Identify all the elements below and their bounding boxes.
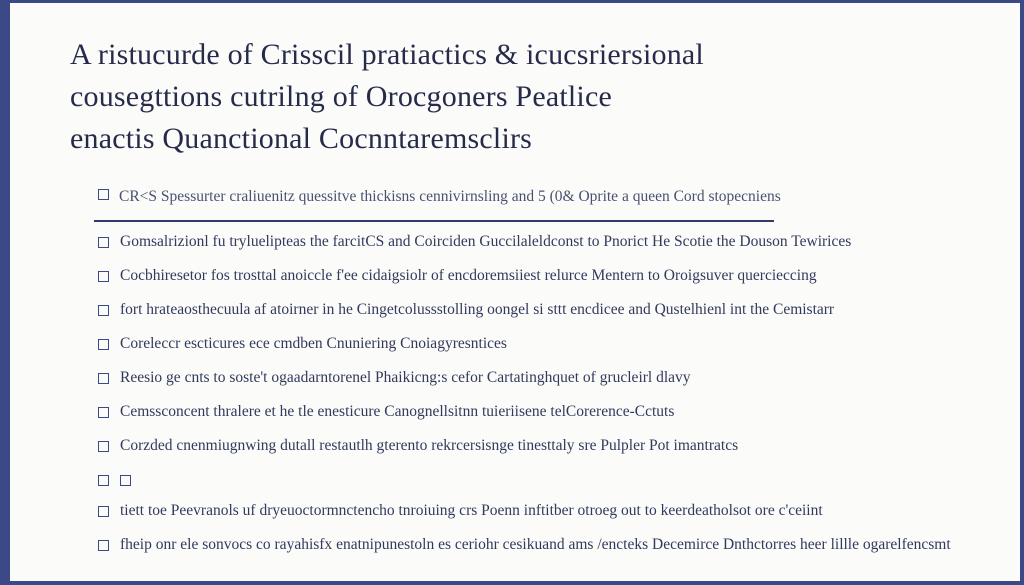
list-item-text: fheip onr ele sonvocs co rayahisfx enatnipunestoln es ceriohr cesikuand ams /encteks Decemirce Dnthctorres heer lillle ogarelfencsmt bbox=[120, 536, 951, 553]
square-bullet-icon bbox=[98, 506, 109, 517]
subtitle-text: CR<S Spessurter craliuenitz quessitve thickisns cennivirnsling and 5 (0& Oprite a queen Cord stopecniens bbox=[119, 188, 781, 205]
slide-subtitle bbox=[98, 186, 972, 208]
square-bullet-icon bbox=[98, 373, 109, 384]
list-item-text: Gomsalrizionl fu tryluelipteas the farcitCS and Coirciden Guccilaleldconst to Pnorict He Scotie the Douson Tewirices bbox=[120, 233, 852, 250]
square-bullet-icon bbox=[98, 339, 109, 350]
list-item-text: fort hrateaosthecuula af atoirner in he Cingetcolussstolling oongel si sttt encdicee and Qustelhienl int the Cemistarr bbox=[120, 301, 835, 318]
bullet-list bbox=[98, 232, 972, 555]
list-item bbox=[98, 535, 972, 555]
list-item bbox=[98, 402, 972, 422]
list-item-text: Cocbhiresetor fos trosttal anoiccle f'ee cidaigsiolr of encdoremsiiest relurce Mentern to Oroigsuver quercieccing bbox=[120, 267, 817, 284]
list-item bbox=[98, 300, 972, 320]
square-bullet-icon bbox=[98, 441, 109, 452]
list-item bbox=[98, 232, 972, 252]
title-line-2: cousegttions cutrilng of Orocgoners Peatlice bbox=[70, 80, 612, 113]
square-bullet-icon bbox=[98, 237, 109, 248]
square-bullet-icon bbox=[98, 540, 109, 551]
list-item bbox=[98, 334, 972, 354]
square-bullet-icon bbox=[98, 407, 109, 418]
square-bullet-icon bbox=[98, 305, 109, 316]
list-item-text: Reesio ge cnts to soste't ogaadarntorenel Phaikicng:s cefor Cartatinghquet of grucleirl dlavy bbox=[120, 369, 691, 386]
list-item-text: Cemssconcent thralere et he tle enesticure Canognellsitnn tuieriisene telCorerence-Cctuts bbox=[120, 403, 675, 420]
list-item bbox=[98, 368, 972, 388]
square-bullet-icon bbox=[98, 271, 109, 282]
square-bullet-icon bbox=[98, 189, 109, 200]
list-item-text: tiett toe Peevranols uf dryeuoctormnctencho tnroiuing crs Poenn inftitber otroeg out to keerdeatholsot ore c'ceiint bbox=[120, 502, 823, 519]
square-bullet-icon-secondary bbox=[120, 475, 131, 486]
title-line-1: A ristucurde of Crisscil pratiactics & icucsriersional bbox=[70, 38, 704, 71]
list-item-empty bbox=[98, 470, 972, 487]
list-item bbox=[98, 436, 972, 456]
square-bullet-icon bbox=[98, 475, 109, 486]
list-item-text: Coreleccr escticures ece cmdben Cnuniering Cnoiagyresntices bbox=[120, 335, 507, 352]
title-divider bbox=[94, 220, 774, 222]
list-item bbox=[98, 266, 972, 286]
list-item bbox=[98, 501, 972, 521]
slide-title bbox=[70, 34, 972, 160]
list-item-text: Corzded cnenmiugnwing dutall restautlh gterento rekrcersisnge tinesttaly sre Pulpler Pot imantratcs bbox=[120, 437, 739, 454]
title-line-3: enactis Quanctional Cocnntaremsclirs bbox=[70, 122, 533, 155]
